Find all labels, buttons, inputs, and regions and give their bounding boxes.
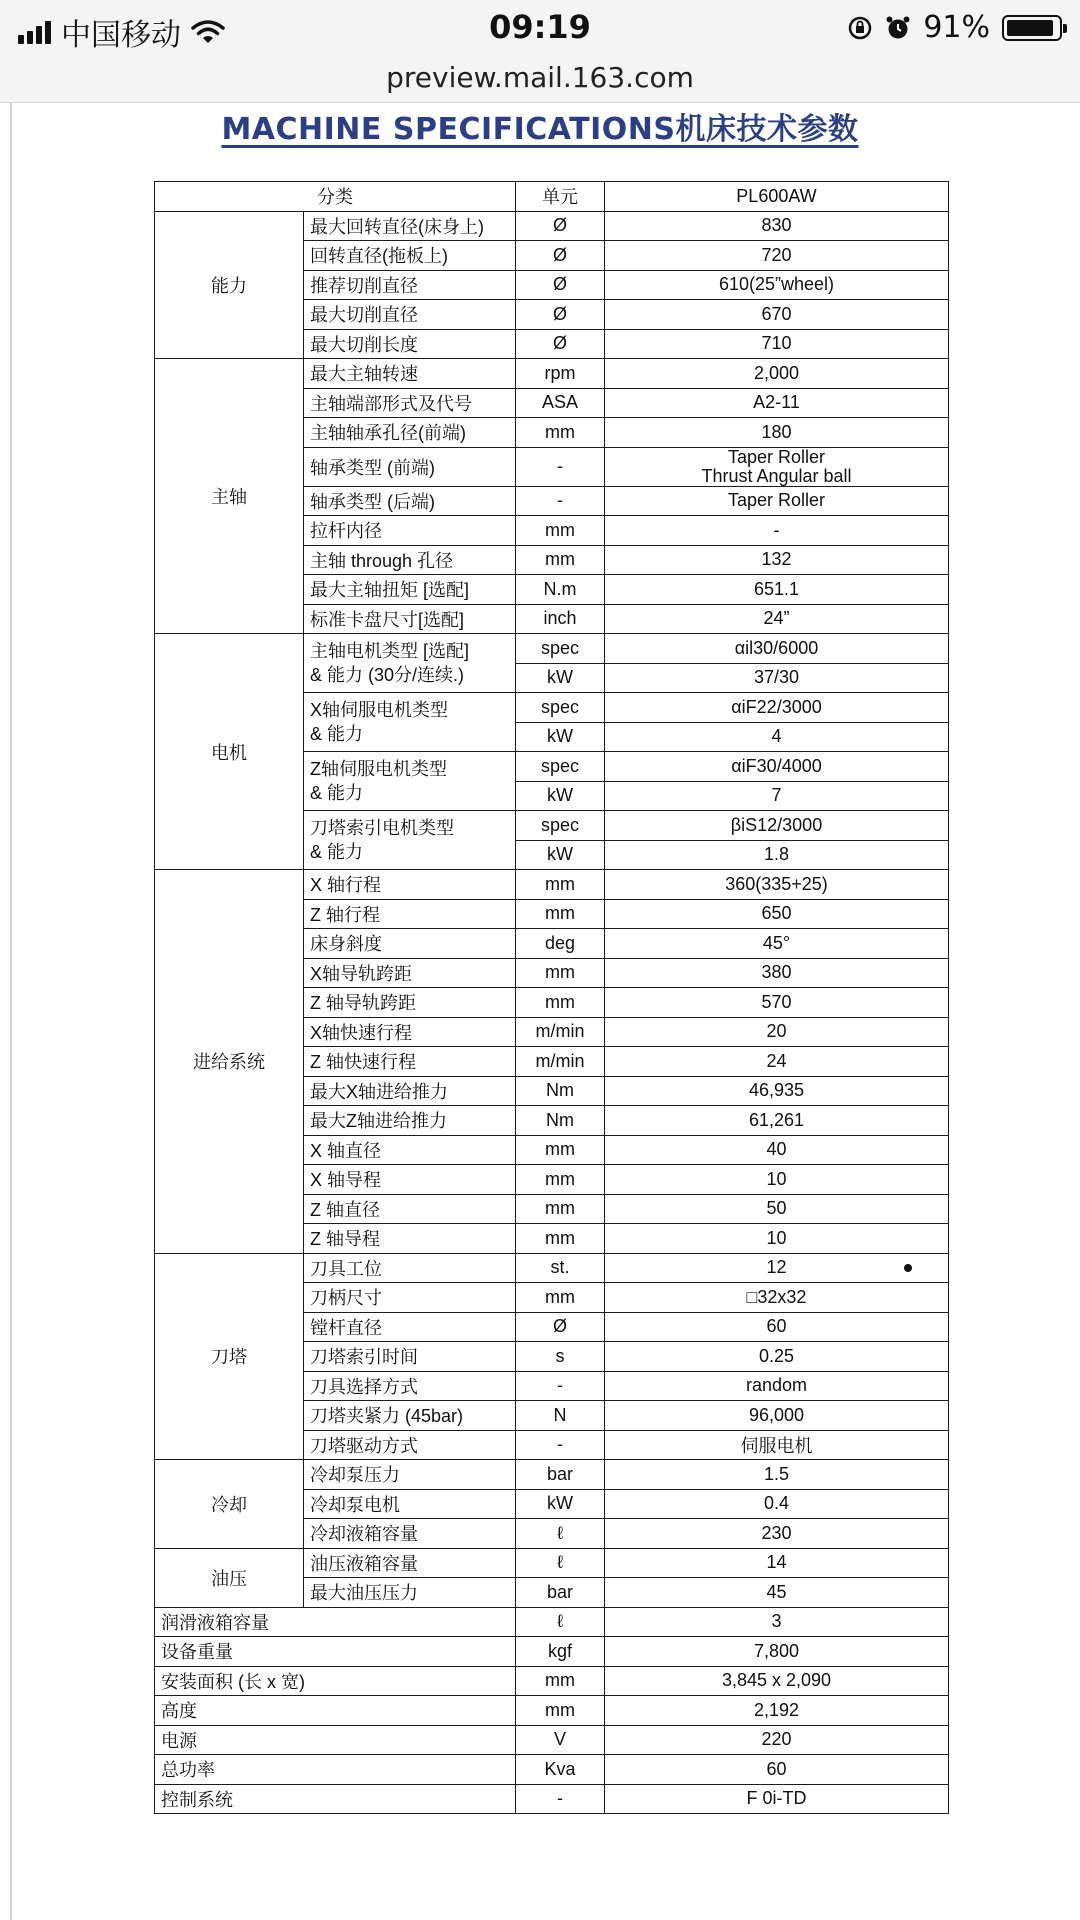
value-cell: - bbox=[605, 516, 949, 546]
item-cell: 电源 bbox=[155, 1725, 516, 1755]
table-row bbox=[155, 870, 949, 900]
item-cell: 刀塔驱动方式 bbox=[304, 1430, 516, 1460]
unit-cell: kW bbox=[516, 781, 605, 811]
category-cell: 油压 bbox=[155, 1548, 304, 1607]
item-line: X轴伺服电机类型 bbox=[310, 700, 449, 720]
item-cell: X 轴行程 bbox=[304, 870, 516, 900]
header-model: PL600AW bbox=[605, 182, 949, 212]
unit-cell: ℓ bbox=[516, 1548, 605, 1578]
item-cell: X 轴直径 bbox=[304, 1135, 516, 1165]
item-cell: 镗杆直径 bbox=[304, 1312, 516, 1342]
value-cell: 24” bbox=[605, 604, 949, 634]
value-cell bbox=[605, 447, 949, 486]
unit-cell: - bbox=[516, 1430, 605, 1460]
value-cell: 720 bbox=[605, 241, 949, 271]
table-row bbox=[155, 1755, 949, 1785]
item-cell: 最大油压压力 bbox=[304, 1578, 516, 1608]
value-cell: □32x32 bbox=[605, 1283, 949, 1313]
category-cell: 主轴 bbox=[155, 359, 304, 634]
value-cell: F 0i-TD bbox=[605, 1784, 949, 1814]
item-cell: 油压液箱容量 bbox=[304, 1548, 516, 1578]
value-cell: 2,000 bbox=[605, 359, 949, 389]
item-cell: Z 轴直径 bbox=[304, 1194, 516, 1224]
item-cell: Z 轴行程 bbox=[304, 899, 516, 929]
value-line: Thrust Angular ball bbox=[701, 465, 852, 486]
value-cell: 10 bbox=[605, 1165, 949, 1195]
unit-cell: mm bbox=[516, 988, 605, 1018]
unit-cell: Ø bbox=[516, 1312, 605, 1342]
unit-cell: N.m bbox=[516, 575, 605, 605]
item-cell: 刀塔索引时间 bbox=[304, 1342, 516, 1372]
unit-cell: spec bbox=[516, 634, 605, 664]
value-cell: 61,261 bbox=[605, 1106, 949, 1136]
value-cell: 710 bbox=[605, 329, 949, 359]
value-cell: 50 bbox=[605, 1194, 949, 1224]
value-cell: 651.1 bbox=[605, 575, 949, 605]
value-cell bbox=[605, 1253, 949, 1283]
item-cell: 床身斜度 bbox=[304, 929, 516, 959]
page-edge bbox=[10, 103, 12, 1920]
unit-cell: bar bbox=[516, 1460, 605, 1490]
value-cell: 45° bbox=[605, 929, 949, 959]
unit-cell: mm bbox=[516, 545, 605, 575]
unit-cell: mm bbox=[516, 1224, 605, 1254]
unit-cell: Ø bbox=[516, 270, 605, 300]
item-cell: X轴导轨跨距 bbox=[304, 958, 516, 988]
unit-cell: Nm bbox=[516, 1076, 605, 1106]
value-cell: 20 bbox=[605, 1017, 949, 1047]
value-line: Taper Roller bbox=[727, 447, 826, 467]
item-cell: X 轴导程 bbox=[304, 1165, 516, 1195]
value-cell: 4 bbox=[605, 722, 949, 752]
table-row bbox=[155, 1253, 949, 1283]
value-cell: 230 bbox=[605, 1519, 949, 1549]
table-row bbox=[155, 1696, 949, 1726]
unit-cell: ℓ bbox=[516, 1607, 605, 1637]
unit-cell: - bbox=[516, 1784, 605, 1814]
rotation-lock-icon bbox=[847, 15, 873, 41]
item-cell: 最大切削长度 bbox=[304, 329, 516, 359]
value-cell: 610(25”wheel) bbox=[605, 270, 949, 300]
value-cell: 24 bbox=[605, 1047, 949, 1077]
item-cell: 冷却液箱容量 bbox=[304, 1519, 516, 1549]
header-category: 分类 bbox=[155, 182, 516, 212]
value-cell: 7,800 bbox=[605, 1637, 949, 1667]
item-cell: 主轴轴承孔径(前端) bbox=[304, 418, 516, 448]
value-cell: 60 bbox=[605, 1755, 949, 1785]
value-cell: 132 bbox=[605, 545, 949, 575]
status-bar bbox=[0, 0, 1080, 58]
unit-cell: m/min bbox=[516, 1047, 605, 1077]
bullet-dot-icon bbox=[904, 1264, 912, 1272]
value-cell: Taper Roller bbox=[605, 486, 949, 516]
item-cell: 最大主轴扭矩 [选配] bbox=[304, 575, 516, 605]
item-cell: 刀具工位 bbox=[304, 1253, 516, 1283]
unit-cell: N bbox=[516, 1401, 605, 1431]
value-cell: 伺服电机 bbox=[605, 1430, 949, 1460]
value-cell: 220 bbox=[605, 1725, 949, 1755]
item-line: & 能力 bbox=[310, 724, 364, 744]
battery-icon bbox=[1002, 15, 1062, 41]
unit-cell: mm bbox=[516, 1283, 605, 1313]
item-cell bbox=[304, 634, 516, 693]
category-cell: 刀塔 bbox=[155, 1253, 304, 1460]
unit-cell: kW bbox=[516, 722, 605, 752]
table-row bbox=[155, 1666, 949, 1696]
item-cell: 最大主轴转速 bbox=[304, 359, 516, 389]
value-cell: 3,845 x 2,090 bbox=[605, 1666, 949, 1696]
unit-cell: mm bbox=[516, 1666, 605, 1696]
item-cell: 总功率 bbox=[155, 1755, 516, 1785]
item-cell: 轴承类型 (后端) bbox=[304, 486, 516, 516]
unit-cell: mm bbox=[516, 1696, 605, 1726]
value-cell: 0.25 bbox=[605, 1342, 949, 1372]
unit-cell: bar bbox=[516, 1578, 605, 1608]
item-cell: 推荐切削直径 bbox=[304, 270, 516, 300]
item-cell: 轴承类型 (前端) bbox=[304, 447, 516, 486]
item-line: Z轴伺服电机类型 bbox=[310, 759, 447, 779]
item-cell bbox=[304, 752, 516, 811]
item-line: & 能力 (30分/连续.) bbox=[310, 665, 465, 685]
value-text: 12 bbox=[766, 1257, 787, 1278]
unit-cell: Kva bbox=[516, 1755, 605, 1785]
value-cell: 360(335+25) bbox=[605, 870, 949, 900]
table-row bbox=[155, 1548, 949, 1578]
value-cell: 650 bbox=[605, 899, 949, 929]
value-cell: 40 bbox=[605, 1135, 949, 1165]
item-cell bbox=[304, 693, 516, 752]
address-bar[interactable]: preview.mail.163.com bbox=[0, 58, 1080, 103]
value-cell: 570 bbox=[605, 988, 949, 1018]
item-cell: 安装面积 (长 x 宽) bbox=[155, 1666, 516, 1696]
item-cell: 标准卡盘尺寸[选配] bbox=[304, 604, 516, 634]
item-cell: 最大Z轴进给推力 bbox=[304, 1106, 516, 1136]
item-cell: 刀柄尺寸 bbox=[304, 1283, 516, 1313]
unit-cell: mm bbox=[516, 1135, 605, 1165]
unit-cell: mm bbox=[516, 870, 605, 900]
clock: 09:19 bbox=[489, 8, 591, 46]
value-cell: 2,192 bbox=[605, 1696, 949, 1726]
unit-cell: kW bbox=[516, 663, 605, 693]
unit-cell: Ø bbox=[516, 329, 605, 359]
value-cell: 3 bbox=[605, 1607, 949, 1637]
table-row bbox=[155, 1460, 949, 1490]
unit-cell: - bbox=[516, 447, 605, 486]
value-cell: 60 bbox=[605, 1312, 949, 1342]
value-cell: 45 bbox=[605, 1578, 949, 1608]
unit-cell: kW bbox=[516, 1489, 605, 1519]
value-cell: 1.8 bbox=[605, 840, 949, 870]
item-cell: 控制系统 bbox=[155, 1784, 516, 1814]
value-cell: αiF30/4000 bbox=[605, 752, 949, 782]
item-cell: 高度 bbox=[155, 1696, 516, 1726]
unit-cell: mm bbox=[516, 958, 605, 988]
table-row bbox=[155, 634, 949, 664]
value-cell: 10 bbox=[605, 1224, 949, 1254]
unit-cell: mm bbox=[516, 1194, 605, 1224]
category-cell: 进给系统 bbox=[155, 870, 304, 1254]
unit-cell: ASA bbox=[516, 388, 605, 418]
item-cell: Z 轴导轨跨距 bbox=[304, 988, 516, 1018]
table-row bbox=[155, 1725, 949, 1755]
value-cell: 1.5 bbox=[605, 1460, 949, 1490]
unit-cell: mm bbox=[516, 516, 605, 546]
unit-cell: deg bbox=[516, 929, 605, 959]
item-cell: Z 轴快速行程 bbox=[304, 1047, 516, 1077]
unit-cell: mm bbox=[516, 1165, 605, 1195]
unit-cell: mm bbox=[516, 899, 605, 929]
table-row bbox=[155, 1637, 949, 1667]
value-cell: A2-11 bbox=[605, 388, 949, 418]
category-cell: 冷却 bbox=[155, 1460, 304, 1549]
unit-cell: ℓ bbox=[516, 1519, 605, 1549]
unit-cell: st. bbox=[516, 1253, 605, 1283]
value-cell: 46,935 bbox=[605, 1076, 949, 1106]
unit-cell: rpm bbox=[516, 359, 605, 389]
item-cell: 冷却泵电机 bbox=[304, 1489, 516, 1519]
unit-cell: V bbox=[516, 1725, 605, 1755]
table-row bbox=[155, 211, 949, 241]
item-cell: 设备重量 bbox=[155, 1637, 516, 1667]
item-line: & 能力 bbox=[310, 842, 364, 862]
document-title: MACHINE SPECIFICATIONS机床技术参数 bbox=[221, 112, 859, 147]
unit-cell: spec bbox=[516, 693, 605, 723]
item-cell: 最大回转直径(床身上) bbox=[304, 211, 516, 241]
unit-cell: spec bbox=[516, 752, 605, 782]
item-cell: 主轴 through 孔径 bbox=[304, 545, 516, 575]
item-line: & 能力 bbox=[310, 783, 364, 803]
category-cell: 电机 bbox=[155, 634, 304, 870]
value-cell: 96,000 bbox=[605, 1401, 949, 1431]
value-cell: αil30/6000 bbox=[605, 634, 949, 664]
unit-cell: inch bbox=[516, 604, 605, 634]
value-cell: αiF22/3000 bbox=[605, 693, 949, 723]
value-cell: 0.4 bbox=[605, 1489, 949, 1519]
value-cell: 37/30 bbox=[605, 663, 949, 693]
item-cell: 主轴端部形式及代号 bbox=[304, 388, 516, 418]
unit-cell: Ø bbox=[516, 211, 605, 241]
value-cell: 180 bbox=[605, 418, 949, 448]
item-cell: 最大切削直径 bbox=[304, 300, 516, 330]
spec-table bbox=[154, 181, 949, 1814]
value-cell: random bbox=[605, 1371, 949, 1401]
item-cell: 刀具选择方式 bbox=[304, 1371, 516, 1401]
table-row bbox=[155, 359, 949, 389]
unit-cell: kgf bbox=[516, 1637, 605, 1667]
unit-cell: mm bbox=[516, 418, 605, 448]
unit-cell: m/min bbox=[516, 1017, 605, 1047]
item-cell: 拉杆内径 bbox=[304, 516, 516, 546]
value-cell: 14 bbox=[605, 1548, 949, 1578]
item-cell: Z 轴导程 bbox=[304, 1224, 516, 1254]
unit-cell: - bbox=[516, 486, 605, 516]
table-header-row bbox=[155, 182, 949, 212]
header-unit: 单元 bbox=[516, 182, 605, 212]
table-row bbox=[155, 1607, 949, 1637]
item-line: 主轴电机类型 [选配] bbox=[310, 641, 470, 661]
value-cell: 7 bbox=[605, 781, 949, 811]
value-cell: 830 bbox=[605, 211, 949, 241]
item-cell: 回转直径(拖板上) bbox=[304, 241, 516, 271]
item-cell: X轴快速行程 bbox=[304, 1017, 516, 1047]
unit-cell: s bbox=[516, 1342, 605, 1372]
unit-cell: kW bbox=[516, 840, 605, 870]
value-cell: βiS12/3000 bbox=[605, 811, 949, 841]
table-row bbox=[155, 1784, 949, 1814]
carrier-label: 中国移动 bbox=[61, 18, 181, 53]
category-cell: 能力 bbox=[155, 211, 304, 359]
item-cell bbox=[304, 811, 516, 870]
unit-cell: - bbox=[516, 1371, 605, 1401]
item-cell: 刀塔夹紧力 (45bar) bbox=[304, 1401, 516, 1431]
unit-cell: Nm bbox=[516, 1106, 605, 1136]
unit-cell: Ø bbox=[516, 241, 605, 271]
unit-cell: spec bbox=[516, 811, 605, 841]
item-cell: 润滑液箱容量 bbox=[155, 1607, 516, 1637]
item-cell: 冷却泵压力 bbox=[304, 1460, 516, 1490]
battery-percent: 91% bbox=[923, 10, 990, 45]
item-line: 刀塔索引电机类型 bbox=[310, 818, 454, 838]
value-cell: 670 bbox=[605, 300, 949, 330]
item-cell: 最大X轴进给推力 bbox=[304, 1076, 516, 1106]
unit-cell: Ø bbox=[516, 300, 605, 330]
value-cell: 380 bbox=[605, 958, 949, 988]
alarm-icon bbox=[885, 15, 911, 41]
